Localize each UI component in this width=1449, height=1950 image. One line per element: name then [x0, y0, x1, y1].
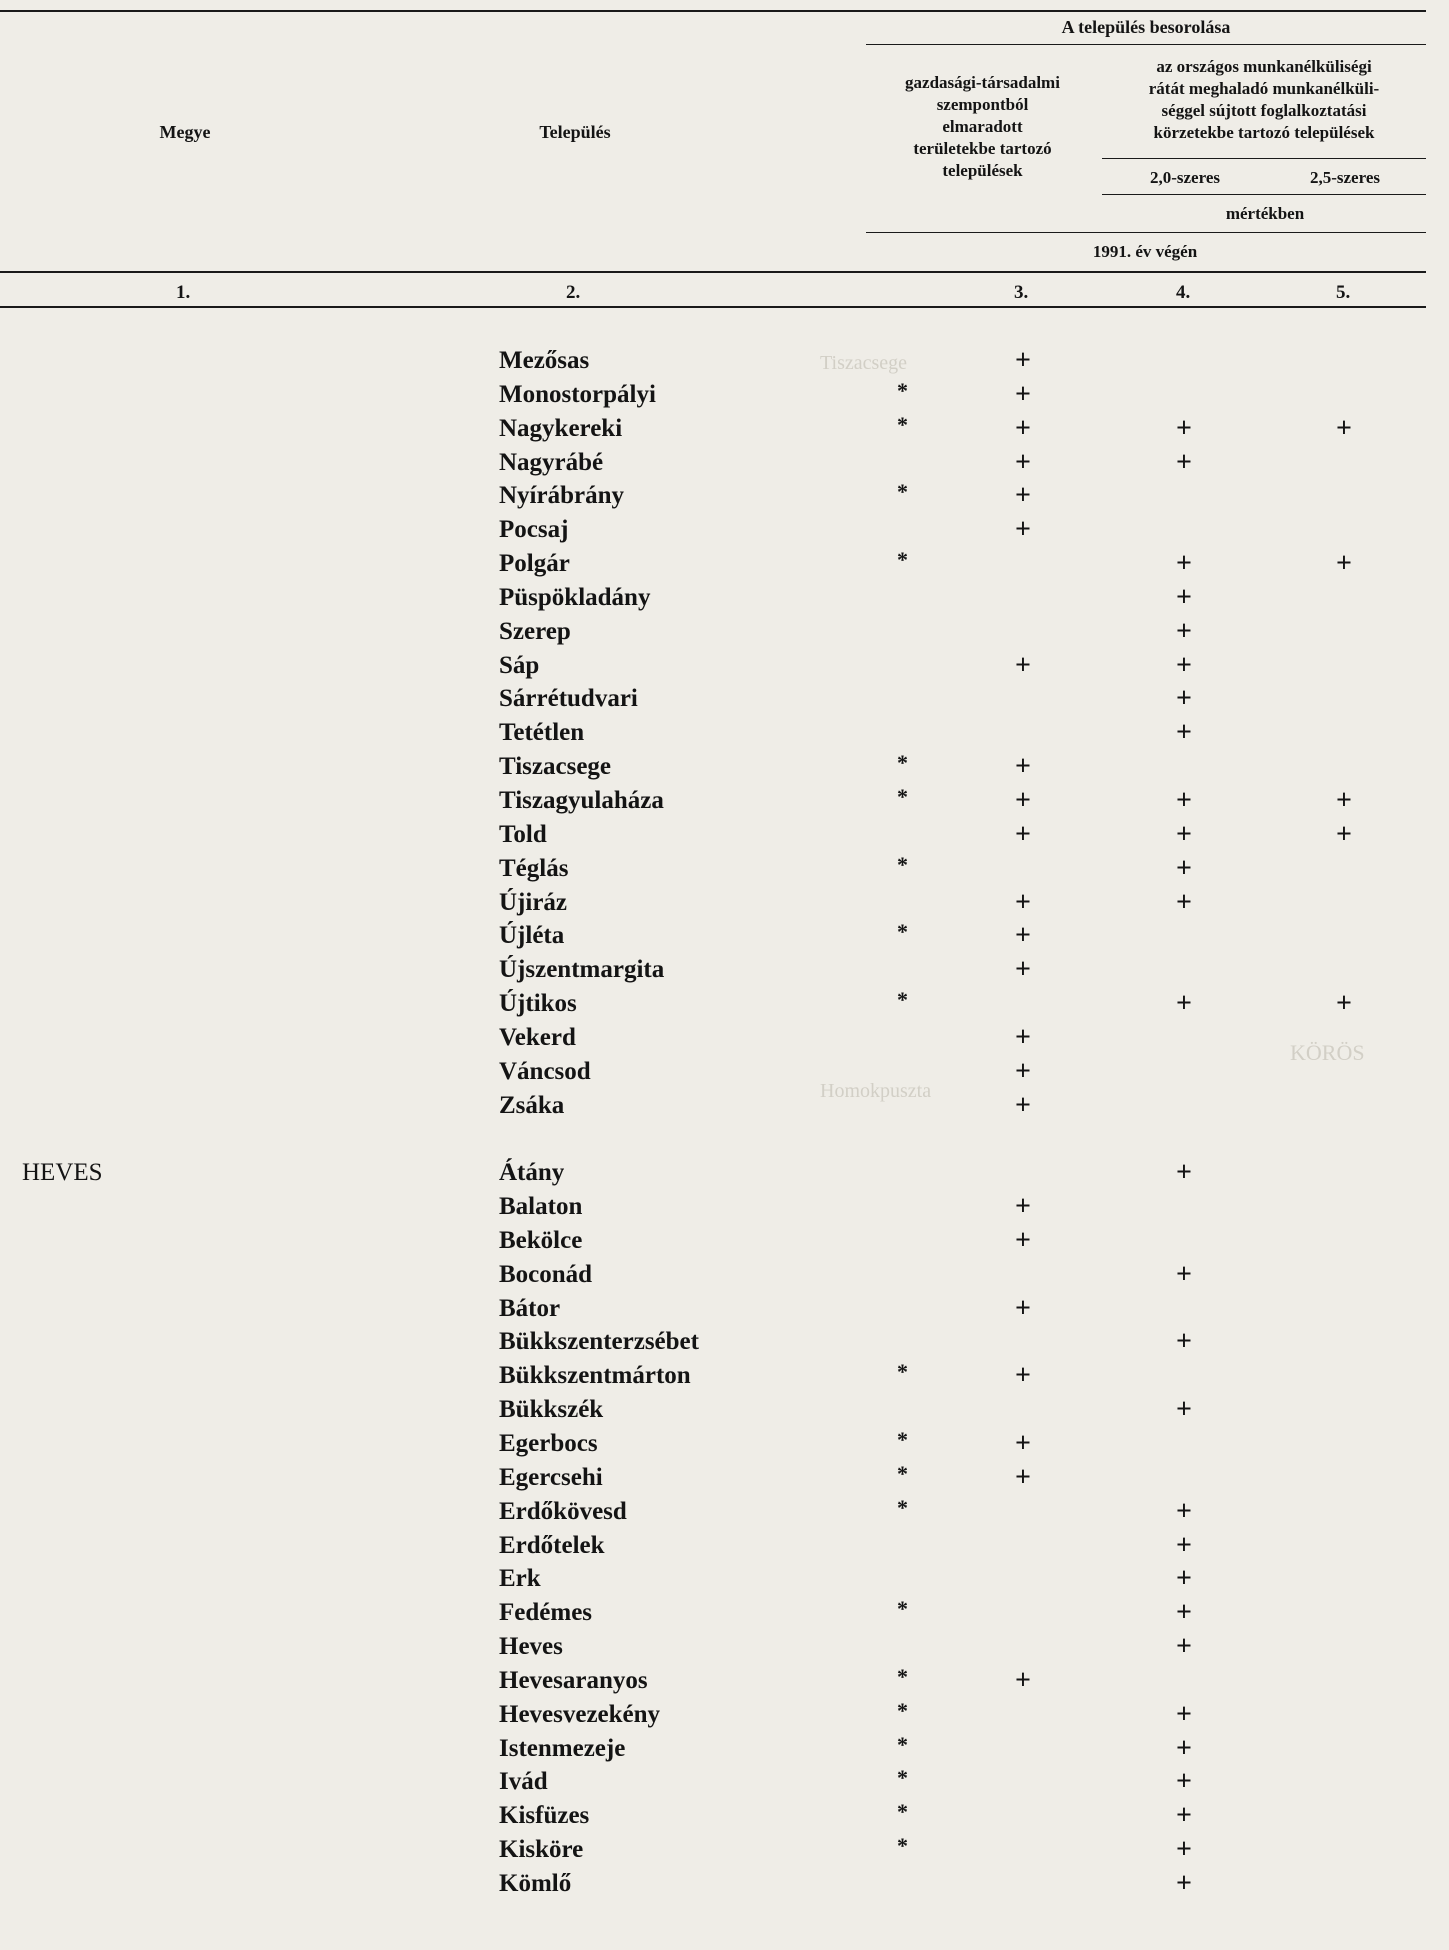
- settlement-name: Balaton: [499, 1193, 583, 1221]
- table-row: [0, 1630, 1449, 1664]
- table-row: [0, 1833, 1449, 1867]
- asterisk-mark: *: [897, 1359, 908, 1385]
- table-row: [0, 615, 1449, 649]
- settlement-name: Nagykereki: [499, 414, 623, 442]
- col4-mark: +: [1176, 988, 1192, 1020]
- measure-rule: [866, 232, 1426, 233]
- table-row: [0, 1156, 1449, 1190]
- table-row: [0, 1055, 1449, 1089]
- settlement-name: Erdőtelek: [499, 1531, 605, 1559]
- col4-mark: +: [1176, 1563, 1192, 1595]
- settlement-name: Bátor: [499, 1294, 561, 1322]
- col3-header: gazdasági-társadalmi szempontból elmaradott területekbe tartozó települések: [905, 73, 1060, 180]
- table-row: [0, 1529, 1449, 1563]
- group-title: A település besorolása: [1061, 17, 1231, 37]
- col3-mark: +: [1015, 446, 1031, 478]
- table-row: [0, 547, 1449, 581]
- settlement-name: Egercsehi: [499, 1463, 603, 1491]
- col4-subheader: 2,0-szeres: [1149, 168, 1221, 187]
- col4-mark: +: [1176, 1597, 1192, 1629]
- col5-mark: +: [1336, 988, 1352, 1020]
- asterisk-mark: *: [897, 987, 908, 1013]
- col3-mark: +: [1015, 886, 1031, 918]
- asterisk-mark: *: [897, 377, 908, 403]
- settlement-name: Erdőkövesd: [499, 1497, 627, 1525]
- bleed-through-text: KÖRÖS: [1290, 1040, 1365, 1065]
- col3-mark: +: [1015, 1360, 1031, 1392]
- table-row: [0, 1292, 1449, 1326]
- col3-mark: +: [1015, 1191, 1031, 1223]
- col4-mark: +: [1176, 1698, 1192, 1730]
- col-number-5: 5.: [1336, 282, 1351, 303]
- settlement-name: Mezősas: [499, 347, 590, 374]
- asterisk-mark: *: [897, 1427, 908, 1452]
- table-row: [0, 784, 1449, 818]
- asterisk-mark: *: [897, 1697, 908, 1723]
- county-cell: HEVES: [22, 1159, 103, 1187]
- asterisk-mark: *: [897, 851, 908, 877]
- col-number-1: 1.: [176, 282, 191, 303]
- settlement-name: Téglás: [499, 854, 569, 882]
- col3-mark: +: [1015, 480, 1031, 512]
- col4-mark: +: [1176, 1326, 1192, 1358]
- table-row: [0, 1190, 1449, 1224]
- table-row: [0, 818, 1449, 852]
- settlement-name: Egerbocs: [499, 1430, 598, 1457]
- col4-mark: +: [1176, 548, 1192, 580]
- table-row: [0, 1562, 1449, 1596]
- table-row: [0, 1698, 1449, 1732]
- settlement-name: Újiráz: [499, 888, 568, 916]
- table-row: [0, 682, 1449, 716]
- table-row: [0, 750, 1449, 784]
- table-row: [0, 919, 1449, 953]
- col2-header: Település: [539, 122, 611, 142]
- table-row: [0, 1021, 1449, 1055]
- settlement-name: Hevesaranyos: [499, 1666, 648, 1694]
- bleed-through-text: Homokpuszta: [820, 1080, 932, 1102]
- settlement-name: Újtikos: [499, 990, 577, 1018]
- top-rule: [0, 10, 1426, 12]
- col3-mark: +: [1015, 1021, 1031, 1053]
- col4-mark: +: [1176, 1800, 1192, 1832]
- table-row: [0, 1732, 1449, 1766]
- col4-mark: +: [1176, 683, 1192, 715]
- col4-mark: +: [1176, 818, 1192, 850]
- col3-mark: +: [1015, 920, 1031, 952]
- col3-mark: +: [1015, 1055, 1031, 1087]
- table-row: [0, 1461, 1449, 1495]
- asterisk-mark: *: [897, 1596, 908, 1622]
- col4-mark: +: [1176, 1394, 1192, 1426]
- table-row: [0, 852, 1449, 886]
- table-row: [0, 446, 1449, 480]
- asterisk-mark: *: [897, 1799, 908, 1825]
- col4-mark: +: [1176, 852, 1192, 884]
- asterisk-mark: *: [897, 1833, 908, 1859]
- settlement-name: Újléta: [499, 922, 565, 950]
- numbers-rule: [0, 306, 1426, 308]
- asterisk-mark: *: [897, 547, 908, 573]
- settlement-name: Kisköre: [499, 1836, 584, 1864]
- table-row: [0, 953, 1449, 987]
- col3-mark: +: [1015, 1089, 1031, 1121]
- col3-mark: +: [1015, 1461, 1031, 1493]
- col4-mark: +: [1176, 446, 1192, 478]
- col4-mark: +: [1176, 615, 1192, 647]
- col3-mark: +: [1015, 1664, 1031, 1696]
- header-bottom-rule: [0, 271, 1426, 273]
- settlement-name: Monostorpályi: [499, 380, 656, 408]
- col4-mark: +: [1176, 717, 1192, 749]
- col-number-2: 2.: [566, 282, 581, 303]
- col4-mark: +: [1176, 1766, 1192, 1798]
- settlement-name: Hevesvezekény: [499, 1700, 661, 1728]
- col3-mark: +: [1015, 412, 1031, 444]
- settlement-name: Ivád: [499, 1768, 548, 1796]
- settlement-name: Polgár: [499, 550, 570, 578]
- table-row: [0, 479, 1449, 513]
- asterisk-mark: *: [897, 783, 908, 809]
- col3-mark: +: [1015, 378, 1031, 410]
- asterisk-mark: *: [897, 1731, 908, 1757]
- table-row: [0, 1664, 1449, 1698]
- asterisk-mark: *: [897, 411, 908, 437]
- col4-mark: +: [1176, 1258, 1192, 1290]
- col3-mark: +: [1015, 1292, 1031, 1324]
- col4-mark: +: [1176, 1495, 1192, 1527]
- col3-mark: +: [1015, 751, 1031, 783]
- table-row: [0, 1393, 1449, 1427]
- settlement-name: Kömlő: [499, 1869, 572, 1897]
- settlement-name: Tetétlen: [499, 719, 585, 747]
- settlement-name: Átány: [499, 1159, 565, 1187]
- table-row: [0, 1258, 1449, 1292]
- table-row: [0, 1495, 1449, 1529]
- table-row: [0, 886, 1449, 920]
- table-row: [0, 1799, 1449, 1833]
- settlement-name: Bükkszentmárton: [499, 1362, 691, 1390]
- date-label: 1991. év végén: [1092, 242, 1198, 261]
- table-row: [0, 1224, 1449, 1258]
- settlement-name: Bükkszenterzsébet: [499, 1328, 699, 1356]
- col4-mark: +: [1176, 1529, 1192, 1561]
- table-row: [0, 1122, 1449, 1156]
- table-row: [0, 412, 1449, 446]
- col4-mark: +: [1176, 784, 1192, 816]
- table-row: [0, 649, 1449, 683]
- col3-mark: +: [1015, 784, 1031, 816]
- asterisk-mark: *: [897, 1494, 908, 1520]
- group-rule: [866, 44, 1426, 45]
- table-row: [0, 513, 1449, 547]
- settlement-name: Újszentmargita: [499, 956, 665, 984]
- settlement-name: Zsáka: [499, 1091, 565, 1119]
- col4-mark: +: [1176, 649, 1192, 681]
- asterisk-mark: *: [897, 750, 908, 776]
- table-row: [0, 1765, 1449, 1799]
- settlement-table-body: [0, 344, 1449, 1901]
- settlement-name: Told: [499, 820, 547, 848]
- settlement-name: Tiszagyulaháza: [499, 786, 664, 814]
- col3-mark: +: [1015, 514, 1031, 546]
- col5-mark: +: [1336, 412, 1352, 444]
- subgroup-rule-2: [1102, 194, 1426, 195]
- asterisk-mark: *: [897, 1765, 908, 1791]
- asterisk-mark: *: [897, 1460, 908, 1486]
- settlement-name: Püspökladány: [499, 583, 651, 611]
- settlement-name: Váncsod: [499, 1057, 591, 1085]
- settlement-name: Nyírábrány: [499, 482, 624, 510]
- col1-header: Megye: [159, 122, 211, 142]
- settlement-name: Szerep: [499, 617, 571, 645]
- col3-mark: +: [1015, 954, 1031, 986]
- col5-mark: +: [1336, 784, 1352, 816]
- settlement-name: Boconád: [499, 1260, 593, 1288]
- settlement-name: Nagyrábé: [499, 448, 604, 476]
- settlement-name: Sárrétudvari: [499, 685, 638, 713]
- col3-mark: +: [1015, 818, 1031, 850]
- col5-subheader: 2,5-szeres: [1309, 168, 1381, 187]
- col3-mark: +: [1015, 345, 1031, 376]
- col5-mark: +: [1336, 548, 1352, 580]
- col4-mark: +: [1176, 581, 1192, 613]
- col4-mark: +: [1176, 1732, 1192, 1764]
- settlement-name: Heves: [499, 1633, 563, 1661]
- table-row: [0, 1325, 1449, 1359]
- asterisk-mark: *: [897, 479, 908, 505]
- settlement-name: Vekerd: [499, 1023, 576, 1051]
- table-row: [0, 1596, 1449, 1630]
- col4-mark: +: [1176, 412, 1192, 444]
- asterisk-mark: *: [897, 919, 908, 945]
- settlement-name: Fedémes: [499, 1599, 593, 1627]
- asterisk-mark: *: [897, 1663, 908, 1689]
- settlement-name: Bekölce: [499, 1226, 583, 1254]
- settlement-name: Kisfüzes: [499, 1802, 590, 1830]
- table-row: [0, 1359, 1449, 1393]
- col-number-4: 4.: [1176, 282, 1191, 303]
- settlement-name: Bükkszék: [499, 1396, 604, 1424]
- col45-header: az országos munkanélküliségi rátát meghaladó munkanélküli- séggel sújtott foglalkoztatási körzetekbe tartozó települések: [1148, 57, 1380, 142]
- col4-mark: +: [1176, 886, 1192, 918]
- col5-mark: +: [1336, 818, 1352, 850]
- table-row: [0, 378, 1449, 412]
- col4-mark: +: [1176, 1631, 1192, 1663]
- bleed-through-text: Tiszacsege: [820, 352, 908, 374]
- settlement-name: Istenmezeje: [499, 1734, 626, 1762]
- table-row: [0, 1089, 1449, 1123]
- settlement-name: Erk: [499, 1565, 541, 1593]
- measure-label: mértékben: [1225, 204, 1305, 223]
- subgroup-rule: [1102, 158, 1426, 159]
- table-row: [0, 1867, 1449, 1901]
- table-row: [0, 1427, 1449, 1461]
- settlement-name: Sáp: [499, 651, 540, 679]
- col4-mark: +: [1176, 1867, 1192, 1899]
- settlement-name: Pocsaj: [499, 516, 569, 544]
- table-row: [0, 716, 1449, 750]
- table-row: [0, 344, 1449, 378]
- col3-mark: +: [1015, 649, 1031, 681]
- col4-mark: +: [1176, 1157, 1192, 1189]
- table-row: [0, 987, 1449, 1021]
- table-row: [0, 581, 1449, 615]
- settlement-name: Tiszacsege: [499, 753, 612, 781]
- col3-mark: +: [1015, 1224, 1031, 1256]
- col3-mark: +: [1015, 1428, 1031, 1459]
- col4-mark: +: [1176, 1834, 1192, 1866]
- col-number-3: 3.: [1014, 282, 1029, 303]
